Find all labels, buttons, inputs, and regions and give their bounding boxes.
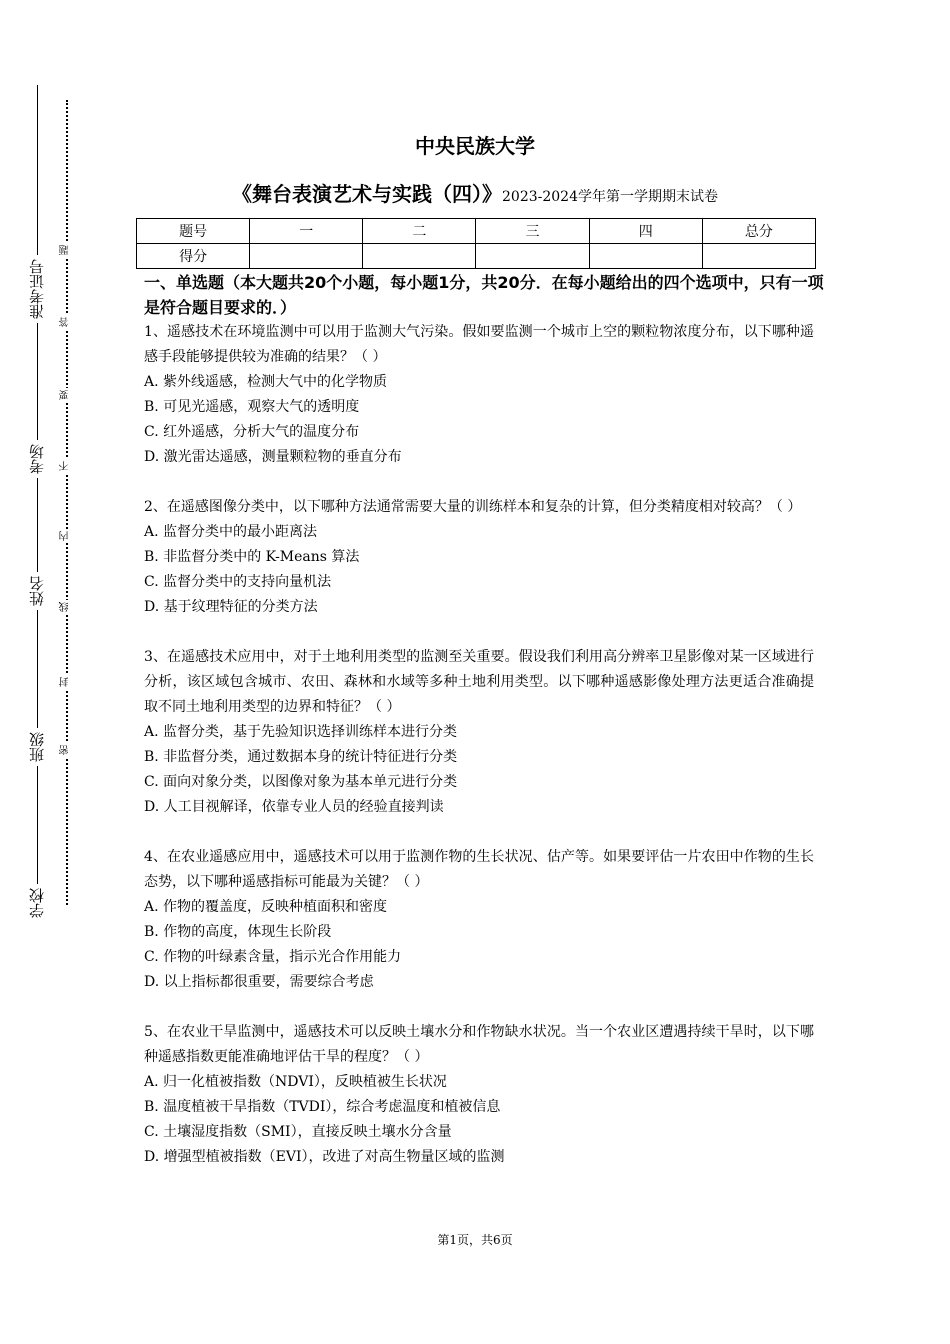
score-table-cell: 二 xyxy=(363,219,476,244)
score-table-cell: 四 xyxy=(589,219,702,244)
question-option: B. 作物的高度，体现生长阶段 xyxy=(144,924,332,940)
question-option: A. 监督分类，基于先验知识选择训练样本进行分类 xyxy=(144,724,458,740)
field-exam-number-label: 准考证号 xyxy=(22,255,52,323)
score-table-cell: 总分 xyxy=(702,219,815,244)
seal-tip-char: 题 xyxy=(58,243,74,257)
question-option: C. 红外遥感，分析大气的温度分布 xyxy=(144,424,360,440)
seal-tip-char: 封 xyxy=(58,675,74,689)
question-option: D. 人工目视解译，依靠专业人员的经验直接判读 xyxy=(144,799,444,815)
score-table-cell: 三 xyxy=(476,219,589,244)
question-option: D. 增强型植被指数（EVI），改进了对高生物量区域的监测 xyxy=(144,1149,505,1165)
question-option: B. 非监督分类中的 K-Means 算法 xyxy=(144,549,360,565)
question-option: C. 作物的叶绿素含量，指示光合作用能力 xyxy=(144,949,402,965)
section-heading: 一、单选题（本大题共20个小题，每小题1分，共20分．在每小题给出的四个选项中，只有一项是符合题目要求的．） xyxy=(144,273,824,317)
score-table xyxy=(136,218,816,269)
seal-tip-char: 答 xyxy=(58,315,74,329)
question-option: D. 激光雷达遥感，测量颗粒物的垂直分布 xyxy=(144,449,402,465)
exam-term: 2023-2024学年第一学期期末试卷 xyxy=(502,189,718,205)
course-title xyxy=(0,178,950,207)
question-stem: 2、在遥感图像分类中，以下哪种方法通常需要大量的训练样本和复杂的计算，但分类精度相对较高？（ ） xyxy=(144,499,802,515)
score-input-cell[interactable] xyxy=(250,244,363,269)
score-table-score-row xyxy=(137,244,816,269)
question-item xyxy=(144,1020,814,1170)
question-stem: 3、在遥感技术应用中，对于土地利用类型的监测至关重要。假设我们利用高分辨率卫星影像对某一区域进行分析，该区域包含城市、农田、森林和水域等多种土地利用类型。以下哪种遥感影像处理方法更适合准确提取不同土地利用类型的边界和特征？（ ） xyxy=(144,649,814,715)
question-item xyxy=(144,495,814,620)
question-list xyxy=(144,320,814,1195)
question-option: B. 温度植被干旱指数（TVDI），综合考虑温度和植被信息 xyxy=(144,1099,501,1115)
field-exam-room-label: 考场 xyxy=(22,440,52,478)
question-option: C. 监督分类中的支持向量机法 xyxy=(144,574,332,590)
binding-solid-line xyxy=(37,85,38,905)
question-stem: 5、在农业干旱监测中，遥感技术可以反映土壤水分和作物缺水状况。当一个农业区遭遇持续干旱时，以下哪种遥感指数更能准确地评估干旱的程度？（ ） xyxy=(144,1024,814,1065)
score-table-cell: 一 xyxy=(250,219,363,244)
seal-tip-char: 线 xyxy=(58,600,74,614)
score-input-cell[interactable] xyxy=(702,244,815,269)
question-option: D. 基于纹理特征的分类方法 xyxy=(144,599,318,615)
question-option: A. 归一化植被指数（NDVI），反映植被生长状况 xyxy=(144,1074,447,1090)
question-item xyxy=(144,645,814,820)
score-input-cell[interactable] xyxy=(589,244,702,269)
score-table-cell: 得分 xyxy=(137,244,250,269)
page-number: 第1页，共6页 xyxy=(437,1233,513,1247)
course-name: 《舞台表演艺术与实践（四）》 xyxy=(232,182,502,206)
question-option: C. 土壤湿度指数（SMI），直接反映土壤水分含量 xyxy=(144,1124,452,1140)
seal-tip-char: 内 xyxy=(58,529,74,543)
question-option: A. 作物的覆盖度，反映种植面积和密度 xyxy=(144,899,388,915)
question-option: C. 面向对象分类，以图像对象为基本单元进行分类 xyxy=(144,774,458,790)
question-stem: 4、在农业遥感应用中，遥感技术可以用于监测作物的生长状况、估产等。如果要评估一片农田中作物的生长态势，以下哪种遥感指标可能最为关键？（ ） xyxy=(144,849,814,890)
question-option: B. 非监督分类，通过数据本身的统计特征进行分类 xyxy=(144,749,458,765)
school-title: 中央民族大学 xyxy=(415,134,535,158)
field-name-label: 姓名 xyxy=(22,572,52,610)
question-option: B. 可见光遥感，观察大气的透明度 xyxy=(144,399,360,415)
score-table-cell: 题号 xyxy=(137,219,250,244)
field-school-label: 学校 xyxy=(22,884,52,922)
score-input-cell[interactable] xyxy=(363,244,476,269)
question-stem: 1、遥感技术在环境监测中可以用于监测大气污染。假如要监测一个城市上空的颗粒物浓度分布，以下哪种遥感手段能够提供较为准确的结果？（ ） xyxy=(144,324,814,365)
question-item xyxy=(144,320,814,470)
seal-tip-char: 密 xyxy=(58,743,74,757)
score-input-cell[interactable] xyxy=(476,244,589,269)
question-option: A. 监督分类中的最小距离法 xyxy=(144,524,318,540)
question-option: D. 以上指标都很重要，需要综合考虑 xyxy=(144,974,374,990)
seal-tip-char: 不 xyxy=(58,459,74,473)
score-table-header-row xyxy=(137,219,816,244)
binding-dotted-line xyxy=(66,100,68,905)
question-option: A. 紫外线遥感，检测大气中的化学物质 xyxy=(144,374,388,390)
question-item xyxy=(144,845,814,995)
field-class-label: 班级 xyxy=(22,728,52,766)
seal-tip-char: 要 xyxy=(58,388,74,402)
